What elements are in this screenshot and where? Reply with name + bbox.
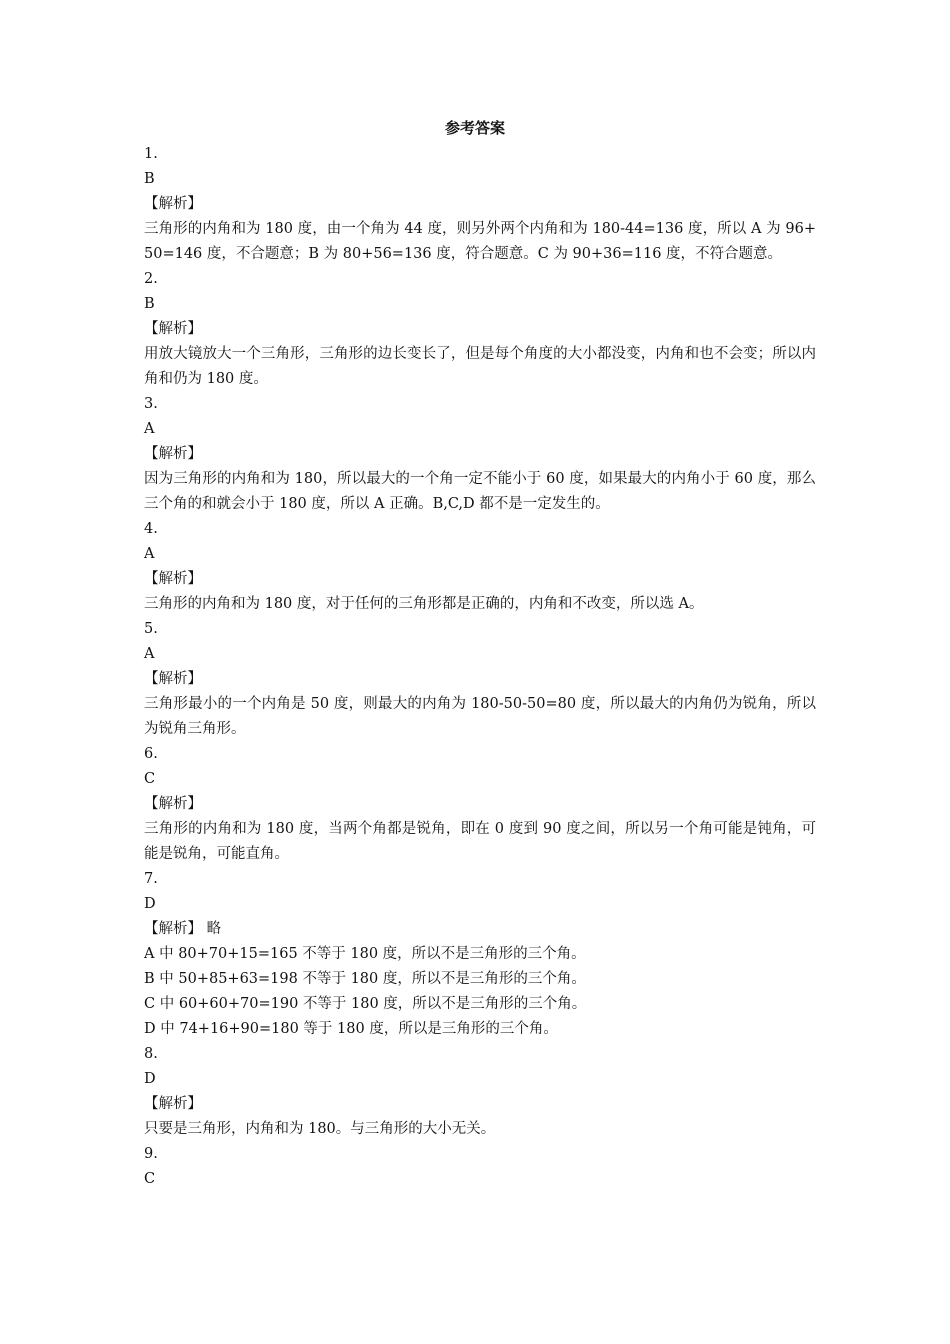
answer-choice: C — [144, 1171, 156, 1187]
answer-choice: D — [144, 896, 156, 912]
question-number: 5. — [144, 621, 158, 637]
analysis-label: 【解析】 — [144, 1096, 202, 1112]
page-title: 参考答案 — [444, 119, 505, 137]
analysis-label: 【解析】 — [144, 446, 202, 462]
answer-item-9 — [144, 1142, 816, 1192]
answer-item-2 — [144, 267, 816, 392]
analysis-text-line: D 中 74+16+90=180 等于 180 度，所以是三角形的三个角。 — [144, 1021, 558, 1037]
answer-item-5 — [144, 617, 816, 742]
question-number: 8. — [144, 1046, 158, 1062]
answer-choice: A — [144, 646, 155, 662]
answer-item-1 — [144, 142, 816, 267]
answer-item-7 — [144, 867, 816, 1042]
answer-item-8 — [144, 1042, 816, 1142]
analysis-text-line: A 中 80+70+15=165 不等于 180 度，所以不是三角形的三个角。 — [144, 946, 586, 962]
analysis-text-line: C 中 60+60+70=190 不等于 180 度，所以不是三角形的三个角。 — [144, 996, 587, 1012]
answer-item-3 — [144, 392, 816, 517]
question-number: 4. — [144, 521, 158, 537]
question-number: 3. — [144, 396, 158, 412]
answer-choice: B — [144, 296, 155, 312]
answer-choice: C — [144, 771, 156, 787]
answer-item-4 — [144, 517, 816, 617]
answer-choice: A — [144, 421, 155, 437]
answer-list — [144, 142, 816, 1192]
analysis-label: 【解析】 — [144, 196, 202, 212]
question-number: 2. — [144, 271, 158, 287]
question-number: 7. — [144, 871, 158, 887]
analysis-text-line: B 中 50+85+63=198 不等于 180 度，所以不是三角形的三个角。 — [144, 971, 586, 987]
analysis-text: 三角形最小的一个内角是 50 度，则最大的内角为 180-50-50=80 度，所以最大的内角仍为锐角，所以为锐角三角形。 — [144, 696, 816, 737]
question-number: 6. — [144, 746, 158, 762]
question-number: 9. — [144, 1146, 158, 1162]
analysis-text: 只要是三角形，内角和为 180。与三角形的大小无关。 — [144, 1121, 496, 1137]
analysis-text: 三角形的内角和为 180 度，由一个角为 44 度，则另外两个内角和为 180-44=136 度，所以 A 为 96+50=146 度，不合题意；B 为 80+56=136 度，符合题意。C 为 90+36=116 度，不符合题意。 — [144, 221, 816, 262]
answer-item-6 — [144, 742, 816, 867]
answer-choice: A — [144, 546, 155, 562]
analysis-label: 【解析】 — [144, 571, 202, 587]
analysis-label: 【解析】 — [144, 321, 202, 337]
analysis-text: 三角形的内角和为 180 度，当两个角都是锐角，即在 0 度到 90 度之间，所以另一个角可能是钝角，可能是锐角，可能直角。 — [144, 821, 816, 862]
analysis-text: 用放大镜放大一个三角形，三角形的边长变长了，但是每个角度的大小都没变，内角和也不会变；所以内角和仍为 180 度。 — [144, 346, 816, 387]
answer-choice: B — [144, 171, 155, 187]
analysis-label: 【解析】 略 — [144, 921, 222, 937]
analysis-label: 【解析】 — [144, 796, 202, 812]
analysis-label: 【解析】 — [144, 671, 202, 687]
question-number: 1. — [144, 146, 158, 162]
analysis-text: 三角形的内角和为 180 度，对于任何的三角形都是正确的，内角和不改变，所以选 A。 — [144, 596, 704, 612]
answer-choice: D — [144, 1071, 156, 1087]
analysis-text: 因为三角形的内角和为 180，所以最大的一个角一定不能小于 60 度，如果最大的内角小于 60 度，那么三个角的和就会小于 180 度，所以 A 正确。B,C,D 都不是一定发生的。 — [144, 471, 816, 512]
